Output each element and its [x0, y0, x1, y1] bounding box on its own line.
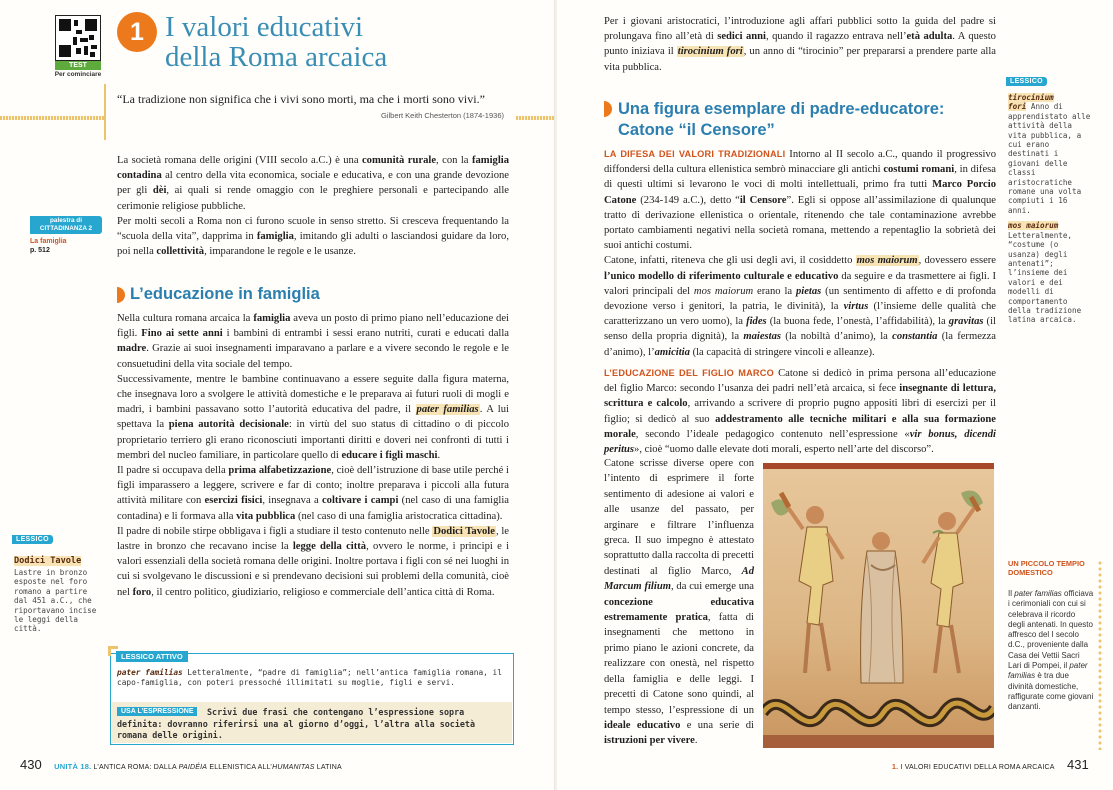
task-text: Scrivi due frasi che contengano l’espressione sopra definita: dovranno riferirsi una al giorno d’oggi, l’altra alla società romana delle origini. [117, 707, 475, 740]
lessico-term-tirocinium: tirocinium [1008, 93, 1054, 102]
cittadinanza-ref [30, 238, 102, 255]
lessico-entry-tirocinium: tirocinium fori Anno di apprendistato alle attività della vita pubblica, a cui erano destinati i giovani delle classi aristocratiche romane una volta compiuti i 16 anni. [1008, 93, 1091, 215]
cittadinanza-badge-line2: CITTADINANZA 2 [39, 225, 93, 232]
lessico-term-mos-maiorum: mos maiorum [1008, 221, 1059, 231]
epigraph-quote: “La tradizione non significa che i vivi sono morti, ma che i morti sono vivi.” [117, 92, 485, 106]
quote-rule-right [516, 116, 556, 120]
caption-title: UN PICCOLO TEMPIO DOMESTICO [1008, 559, 1085, 577]
catone-text-1 [604, 147, 996, 360]
lessico-term-dodici-tavole: Dodici Tavole [14, 556, 82, 566]
chapter-title-line1: I valori educativi [165, 11, 364, 43]
epigraph-author: Gilbert Keith Chesterton (1874-1936) [381, 111, 504, 120]
qr-test-tag: TEST [55, 61, 101, 70]
lessico-entry-dodici-tavole [14, 550, 102, 634]
chapter-title-line2: della Roma arcaica [165, 41, 388, 73]
pater-familias-term: pater familias [416, 404, 479, 416]
lessico-entry-mos-maiorum: mos maiorum Letteralmente, “costume (o usanza) degli antenati”; l’insieme dei valori e dei modelli di comportamento della tradizione latina arcaica. [1008, 221, 1082, 325]
pompeii-lararium-fresco [763, 463, 994, 748]
catone-text-3 [604, 456, 754, 749]
catone-paragraph-4: Catone scrisse diverse opere con l’intento di esprimere il forte sentimento di adesione ai valori e alle usanze del passato, per arginare e filtrare l’influenza greca. Il suo impegno è attestato soprattutto dalla raccolta di precetti destinati al figlio Marco, Ad Marcum filium, da cui emerge una concezione educativa estremamente pratica, fatta di insegnamenti che mettono in primo piano le azioni concrete, da realizzare con onestà, nel rispetto della famiglia e delle leggi. I precetti di Catone sono quindi, al tempo stesso, l’espressione di un ideale educativo e una serie di istruzioni per vivere. [604, 458, 755, 747]
catone-paragraph-3: L’EDUCAZIONE DEL FIGLIO MARCO Catone si dedicò in prima persona all’educazione del figlio Marco: secondo l’usanza dei padri nell’età arcaica, si fece insegnante di lettura, scrittura e calcolo, arrivando a scrivere di proprio pugno appositi libri di esercizi per il figlio; si dedicò al suo addestramento alle tecniche militari e alla sua formazione morale, secondo l’ideale pedagogico contenuto nell’espressione «vir bonus, dicendi peritus», cioè “uomo dalle elevate doti morali, esperto nell’arte del discorso”. [604, 368, 997, 456]
right-footer [892, 756, 1089, 774]
dodici-tavole-term: Dodici Tavole [433, 525, 495, 537]
left-page [0, 0, 556, 790]
caption-dot-border [1097, 560, 1103, 750]
quote-rule-left [0, 116, 104, 120]
quote-bar [104, 84, 106, 140]
page-number-right: 431 [1067, 757, 1089, 772]
page-number-left: 430 [20, 757, 42, 772]
intro-paragraph-1: La società romana delle origini (VIII secolo a.C.) è una comunità rurale, con la famiglia contadina al centro della vita economica, sociale e educativa, e con una grande devozione per gli dèi, ai quali si rende omaggio con le preghiere personali e partecipando alle cerimonie religiose pubbliche. [117, 155, 510, 212]
right-top-paragraph: Per i giovani aristocratici, l’introduzione agli affari pubblici sotto la guida del padre si prolungava fino all’età di sedici anni, quando il ragazzo entrava nell’età adulta. A questo punto iniziava il tirocinium fori, un anno di “tirocinio” per prepararsi a prendere parte alla vita pubblica. [604, 16, 996, 73]
subheading-figlio-marco: L’EDUCAZIONE DEL FIGLIO MARCO [604, 368, 774, 378]
cittadinanza-ref-page: p. 512 [30, 246, 50, 254]
section-heading-catone: Una figura esemplare di padre-educatore: Catone “il Censore” [618, 100, 945, 139]
qr-code[interactable] [55, 15, 101, 61]
unit-label: UNITÀ 18. L’ANTICA ROMA: DALLA PAIDÉIA ELLENISTICA ALL’HUMANITAS LATINA [54, 762, 342, 771]
caption-body: Il pater familias officiava i cerimoniali con cui si celebrava il ricordo degli antenati. In questo affresco del I secolo d.C., proveniente dalla Casa dei Vettii Sacri Lari di Pompei, il pater familias è tra due divinità domestiche, raffigurate come giovani danzanti. [1008, 589, 1094, 712]
catone-paragraph-2: Catone, infatti, riteneva che gli usi degli avi, il cosiddetto mos maiorum, dovessero essere l’unico modello di riferimento culturale e educativo da seguire e da trasmettere ai figli. I valori principali del mos maiorum erano la pietas (un sentimento di affetto e di profonda devozione verso i genitori, la patria, le divinità), la virtus (l’insieme delle qualità che caratterizzano un vero uomo), la fides (la buona fede, l’onestà, l’affidabilità), la gravitas (il senso della propria dignità), la maiestas (la nobiltà d’animo), la constantia (la fermezza d’animo), l’amicitia (la capacità di stringere vincoli e alleanze). [604, 255, 997, 358]
lessico-def-dodici-tavole: Lastre in bronzo esposte nel foro romano a partire dal 451 a.C., che riportavano incise le leggi della città. [14, 568, 97, 634]
famiglia-paragraph-2: Successivamente, mentre le bambine continuavano a essere seguite dalla figura materna, che insegnava loro a svolgere le attività domestiche e le preparava ai futuri ruoli di mogli e madri, i bambini passavano sotto l’autorità educativa del padre, il pater familias. A lui spettava la piena autorità decisionale: in virtù del suo status di cittadino o di piccolo proprietario terriero gli erano riconosciuti importanti diritti e doveri nei confronti di tutti i membri del nucleo familiare, in particolare quello di educare i figli maschi. [117, 373, 509, 461]
intro-text [117, 153, 509, 259]
catone-text-2 [604, 366, 996, 457]
section-marker-catone [604, 101, 612, 117]
cittadinanza-badge[interactable] [30, 216, 102, 234]
usa-espressione-tag: USA L’ESPRESSIONE [117, 707, 197, 716]
cittadinanza-ref-title: La famiglia [30, 238, 67, 245]
lessico-attivo-definition: pater familias Letteralmente, “padre di famiglia”; nell’antica famiglia romana, il capo-famiglia, con poteri pressoché illimitati su moglie, figli e servi. [117, 668, 502, 687]
left-footer [20, 756, 342, 774]
qr-caption: Per cominciare [54, 71, 102, 78]
famiglia-text [117, 311, 509, 600]
lessico-tag-right: LESSICO [1006, 77, 1047, 86]
lessico-entries-right [1008, 93, 1094, 325]
catone-paragraph-1: LA DIFESA DEI VALORI TRADIZIONALI Intorno al II secolo a.C., quando il progressivo diffondersi della cultura ellenistica sembrò minacciare gli antichi costumi romani, in difesa di questi ultimi si levarono le voci di molti intellettuali, primo fra tutti Marco Porcio Catone (234-149 a.C.), detto “il Censore”. Egli si oppose all’assimilazione di qualunque tratto di derivazione ellenistica o orientale, ritenendo che tale contaminazione avrebbe portato cambiamenti negativi nella società romana, mettendo a repentaglio la sobrietà dei suoi antichi costumi. [604, 149, 996, 252]
lessico-attivo-tab: LESSICO ATTIVO [116, 651, 188, 662]
famiglia-paragraph-4: Il padre di nobile stirpe obbligava i figli a studiare il testo contenuto nelle Dodici Tavole, le lastre in bronzo che recavano incise la legge della città, ovvero le norme, i principi e i valori essenziali della società romana delle origini. Inoltre portava i figli con sé nei luoghi in cui si svolgevano le discussioni e si prendevano decisioni sui problemi della comunità, cioè nel foro, il centro politico, giudiziario, religioso e commerciale dell’antica città di Roma. [117, 525, 510, 598]
cittadinanza-badge-line1: palestra di [50, 217, 82, 224]
lessico-tag-left: LESSICO [12, 535, 53, 544]
section-heading-famiglia: L’educazione in famiglia [130, 285, 320, 303]
famiglia-paragraph-1: Nella cultura romana arcaica la famiglia aveva un posto di primo piano nell’educazione dei figli. Fino ai sette anni i bambini di entrambi i sessi erano nutriti, curati e educati dalla madre. Grazie ai suoi insegnamenti imparavano a parlare e a vivere secondo le regole e le consuetudini della vita sociale del tempo. [117, 313, 510, 370]
chapter-footer-label: 1. I VALORI EDUCATIVI DELLA ROMA ARCAICA [892, 764, 1055, 771]
famiglia-paragraph-3: Il padre si occupava della prima alfabetizzazione, cioè dell’istruzione di base utile perché i figli imparassero a leggere, scrivere e far di conto; inoltre preparava i piccoli alla futura attività militare con esercizi fisici, insegnava a coltivare i campi (nel caso di una famiglia contadina) e li formava alla vita pubblica (nel caso di una famiglia aristocratica cittadina). [117, 465, 509, 522]
chapter-number: 1 [117, 12, 157, 52]
tirocinium-fori-term: tirocinium fori [677, 46, 743, 58]
chapter-title [165, 12, 495, 72]
mos-maiorum-term: mos maiorum [856, 255, 918, 267]
section-marker [117, 287, 125, 303]
intro-paragraph-2: Per molti secoli a Roma non ci furono scuole in senso stretto. Si cresceva frequentando la “scuola della vita”, dapprima in famiglia, imitando gli adulti o lasciandosi guidare da loro, poi nella collettività, imparandone le regole e le usanze. [117, 215, 509, 258]
subheading-difesa: LA DIFESA DEI VALORI TRADIZIONALI [604, 149, 786, 159]
